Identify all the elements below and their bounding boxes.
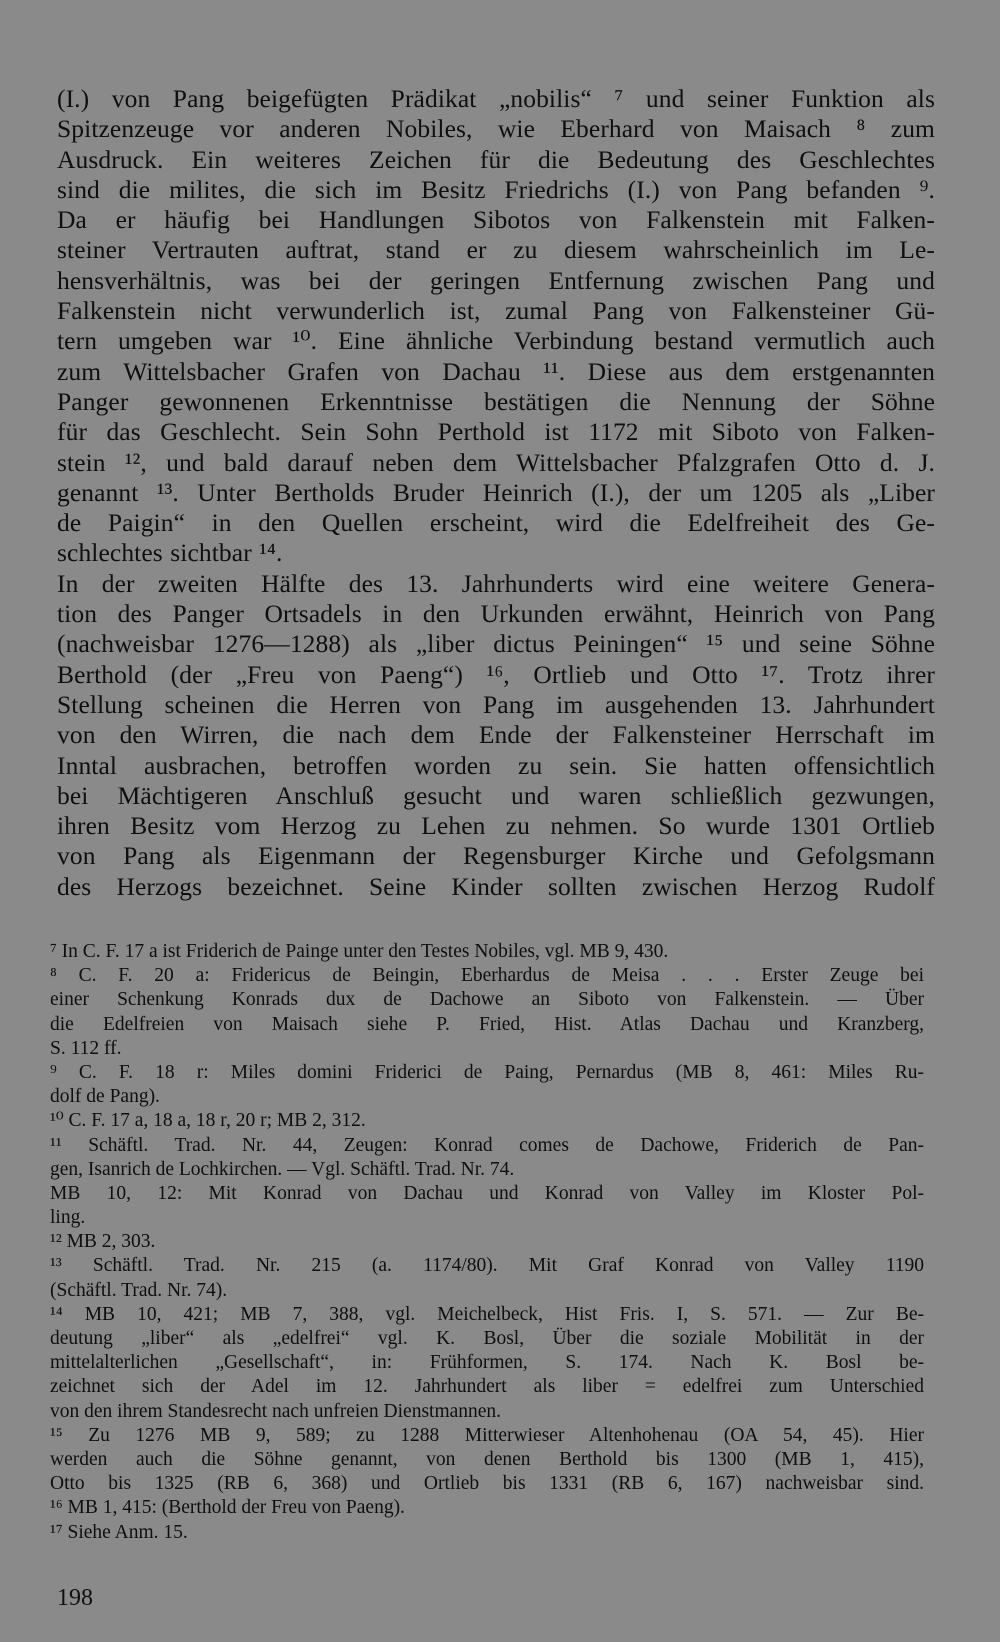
footnote-line: ¹⁰ C. F. 17 a, 18 a, 18 r, 20 r; MB 2, 312. [50,1110,366,1132]
text-line: In der zweiten Hälfte des 13. Jahrhunderts wird eine weitere Genera- [57,568,935,598]
footnote-line: zeichnet sich der Adel im 12. Jahrhundert als liber = edelfrei zum Unterschied [50,1376,924,1398]
text-line: (I.) von Pang beigefügten Prädikat „nobilis“ ⁷ und seiner Funktion als [57,84,935,113]
footnote-line: ling. [50,1207,86,1229]
footnote-line: MB 10, 12: Mit Konrad von Dachau und Konrad von Valley im Kloster Pol- [50,1182,924,1204]
text-line: hensverhältnis, was bei der geringen Entfernung zwischen Pang und [57,265,935,295]
footnote-line: werden auch die Söhne genannt, von denen Berthold bis 1300 (MB 1, 415), [50,1448,924,1470]
footnote-line: ¹² MB 2, 303. [50,1231,156,1253]
text-line: bei Mächtigeren Anschluß gesucht und waren schließlich gezwungen, [57,780,935,810]
text-line: (nachweisbar 1276—1288) als „liber dictus Peiningen“ ¹⁵ und seine Söhne [57,629,935,659]
text-line: genannt ¹³. Unter Bertholds Bruder Heinrich (I.), der um 1205 als „Liber [57,477,935,507]
text-line: Inntal ausbrachen, betroffen worden zu sein. Sie hatten offensichtlich [57,750,935,780]
footnote-line: ¹⁷ Siehe Anm. 15. [50,1521,188,1543]
footnote-line: die Edelfreien von Maisach siehe P. Fried, Hist. Atlas Dachau und Kranzberg, [50,1013,924,1035]
text-line: des Herzogs bezeichnet. Seine Kinder sollten zwischen Herzog Rudolf [57,871,935,901]
text-line: zum Wittelsbacher Grafen von Dachau ¹¹. Diese aus dem erstgenannten [57,356,935,386]
footnote-line: ¹⁶ MB 1, 415: (Berthold der Freu von Paeng). [50,1497,405,1519]
footnote-line: ¹¹ Schäftl. Trad. Nr. 44, Zeugen: Konrad comes de Dachowe, Friderich de Pan- [50,1134,924,1156]
footnote-line: Otto bis 1325 (RB 6, 368) und Ortlieb bis 1331 (RB 6, 167) nachweisbar sind. [50,1473,924,1495]
footnotes-block [50,940,924,1545]
text-line: de Paigin“ in den Quellen erscheint, wird die Edelfreiheit des Ge- [57,508,935,538]
footnote-line: ¹⁵ Zu 1276 MB 9, 589; zu 1288 Mitterwieser Altenhohenau (OA 54, 45). Hier [50,1424,924,1446]
footnote-line: von den ihrem Standesrecht nach unfreien Dienstmannen. [50,1400,502,1422]
text-line: von Pang als Eigenmann der Regensburger Kirche und Gefolgsmann [57,841,935,871]
footnote-line: ¹⁴ MB 10, 421; MB 7, 388, vgl. Meichelbeck, Hist Fris. I, S. 571. — Zur Be- [50,1303,924,1325]
text-line: Stellung scheinen die Herren von Pang im ausgehenden 13. Jahrhundert [57,689,935,719]
text-line: tion des Panger Ortsadels in den Urkunden erwähnt, Heinrich von Pang [57,599,935,629]
footnote-line: mittelalterlichen „Gesellschaft“, in: Frühformen, S. 174. Nach K. Bosl be- [50,1352,924,1374]
text-line: stein ¹², und bald darauf neben dem Wittelsbacher Pfalzgrafen Otto d. J. [57,447,935,477]
text-line: für das Geschlecht. Sein Sohn Perthold ist 1172 mit Siboto von Falken- [57,417,935,447]
page-number: 198 [57,1585,93,1611]
text-line: Spitzenzeuge vor anderen Nobiles, wie Eberhard von Maisach ⁸ zum [57,114,935,144]
text-line: tern umgeben war ¹⁰. Eine ähnliche Verbindung bestand vermutlich auch [57,326,935,356]
text-line: Panger gewonnenen Erkenntnisse bestätigen die Nennung der Söhne [57,386,935,416]
footnote-line: dolf de Pang). [50,1086,160,1108]
footnote-line: S. 112 ff. [50,1037,122,1059]
text-line: sind die milites, die sich im Besitz Friedrichs (I.) von Pang befanden ⁹. [57,174,935,204]
footnote-line: ⁸ C. F. 20 a: Fridericus de Beingin, Eberhardus de Meisa . . . Erster Zeuge bei [50,965,924,987]
footnote-line: ⁷ In C. F. 17 a ist Friderich de Painge unter den Testes Nobiles, vgl. MB 9, 430. [50,941,669,962]
footnote-line: einer Schenkung Konrads dux de Dachowe an Siboto von Falkenstein. — Über [50,989,924,1011]
footnote-line: (Schäftl. Trad. Nr. 74). [50,1279,228,1301]
footnote-line: ¹³ Schäftl. Trad. Nr. 215 (a. 1174/80). Mit Graf Konrad von Valley 1190 [50,1255,924,1277]
text-line: Falkenstein nicht verwunderlich ist, zumal Pang von Falkensteiner Gü- [57,296,935,326]
main-text-block [57,84,935,902]
text-line: steiner Vertrauten auftrat, stand er zu diesem wahrscheinlich im Le- [57,235,935,265]
text-line: Da er häufig bei Handlungen Sibotos von Falkenstein mit Falken- [57,205,935,235]
footnote-line: ⁹ C. F. 18 r: Miles domini Friderici de Paing, Pernardus (MB 8, 461: Miles Ru- [50,1061,924,1083]
footnote-line: gen, Isanrich de Lochkirchen. — Vgl. Schäftl. Trad. Nr. 74. [50,1158,515,1180]
text-line: ihren Besitz vom Herzog zu Lehen zu nehmen. So wurde 1301 Ortlieb [57,811,935,841]
footnote-line: deutung „liber“ als „edelfrei“ vgl. K. Bosl, Über die soziale Mobilität in der [50,1328,924,1349]
text-line: schlechtes sichtbar ¹⁴. [57,538,283,568]
text-line: Berthold (der „Freu von Paeng“) ¹⁶, Ortlieb und Otto ¹⁷. Trotz ihrer [57,659,935,689]
text-line: von den Wirren, die nach dem Ende der Falkensteiner Herrschaft im [57,720,935,750]
text-line: Ausdruck. Ein weiteres Zeichen für die Bedeutung des Geschlechtes [57,144,935,174]
